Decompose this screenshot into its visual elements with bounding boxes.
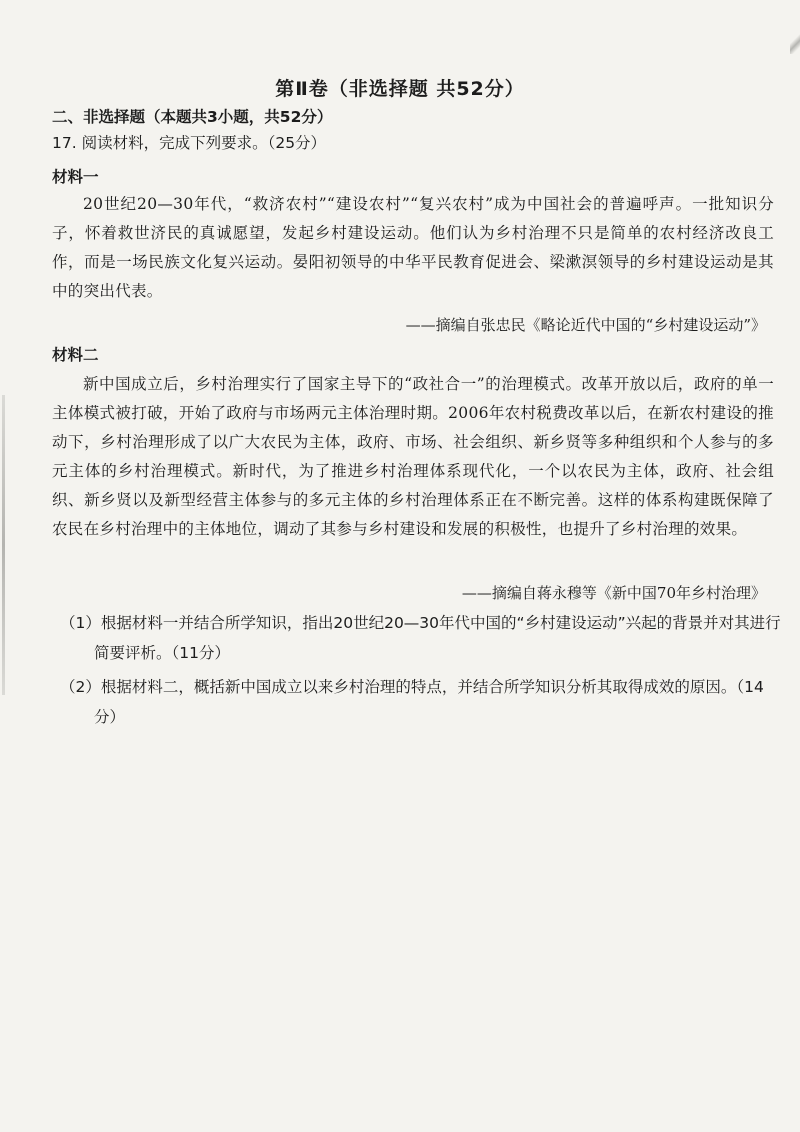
material-1-text: 20世纪20—30年代，“救济农村”“建设农村”“复兴农村”成为中国社会的普遍呼声。一批知识分子，怀着救世济民的真诚愿望，发起乡村建设运动。他们认为乡村治理不只是简单的农村经济改良工作，而是一场民族文化复兴运动。晏阳初领导的中华平民教育促进会、梁漱溟领导的乡村建设运动是其中的突出代表。 bbox=[52, 195, 774, 300]
question-17-stem: 17. 阅读材料，完成下列要求。（25分） bbox=[52, 134, 327, 152]
material-1-source: ——摘编自张忠民《略论近代中国的“乡村建设运动”》 bbox=[405, 316, 766, 334]
material-2-source: ——摘编自蒋永穆等《新中国70年乡村治理》 bbox=[461, 584, 766, 602]
material-1-label: 材料一 bbox=[52, 168, 99, 186]
section-heading: 二、非选择题（本题共3小题，共52分） bbox=[52, 108, 333, 126]
sub-question-1: （1）根据材料一并结合所学知识，指出20世纪20—30年代中国的“乡村建设运动”兴起的背景并对其进行简要评析。（11分） bbox=[60, 614, 781, 662]
material-2-text: 新中国成立后，乡村治理实行了国家主导下的“政社合一”的治理模式。改革开放以后，政府的单一主体模式被打破，开始了政府与市场两元主体治理时期。2006年农村税费改革以后，在新农村建设的推动下，乡村治理形成了以广大农民为主体，政府、市场、社会组织、新乡贤等多种组织和个人参与的多元主体的乡村治理模式。新时代，为了推进乡村治理体系现代化，一个以农民为主体，政府、社会组织、新乡贤以及新型经营主体参与的多元主体的乡村治理体系正在不断完善。这样的体系构建既保障了农民在乡村治理中的主体地位，调动了其参与乡村建设和发展的积极性，也提升了乡村治理的效果。 bbox=[52, 375, 774, 538]
scan-corner-shadow bbox=[790, 30, 800, 54]
paper-part-title: 第Ⅱ卷（非选择题 共52分） bbox=[275, 78, 525, 100]
sub-question-2: （2）根据材料二，概括新中国成立以来乡村治理的特点，并结合所学知识分析其取得成效的原因。（14分） bbox=[60, 678, 764, 726]
scan-edge-shadow bbox=[2, 395, 5, 695]
material-2-label: 材料二 bbox=[52, 346, 99, 364]
